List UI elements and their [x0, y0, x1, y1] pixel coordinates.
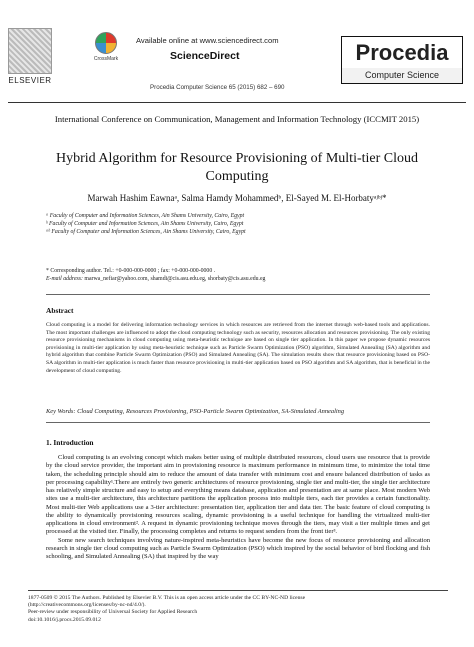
- paper-title: Hybrid Algorithm for Resource Provisioning of Multi-tier Cloud Computing: [55, 151, 419, 184]
- crossmark-label: CrossMark: [93, 56, 119, 62]
- license-statement: 1877-0509 © 2015 The Authors. Published by Elsevier B.V. This is an open access article under the CC BY-NC-ND license: [28, 595, 306, 601]
- introduction-paragraph-1: Cloud computing is an evolving concept which makes better using of multiple distributed resources, cloud users use resource that is provide by the cloud service provider, the important aim in provisioning resource is maximum performance in minimum time, to minimize the total time taken, the scheduling principle should aim to reduce the amount of data transfer with minimum cost and ensure balanced distribution of tasks as per processing capability¹.There are entirely two generic architectures of resource provisioning, single tier and multi-tier, the single tier architecture has relatively simple structure and easy to setup and everything means database, application and presentation are at same place. Most modern Web sites use a multi-tier architecture, this architecture partitions the application process into multiple tiers, each tier provides a certain functionality. Most multi-tier Web applications use a 3-tier architecture: presentation tier, application tier and data tier. The basic feature of cloud computing is the ability to dynamically provisioning resources scaling, dynamic provisioning is a useful technique for handling the virtualized multi-tier applications in cloud environment². A request in dynamic provisioning technique moves through the tiers, may visit a tier multiple times and get processed at the visited tier. Finally, the processing completes and returns to request senders from the front tier³.: [46, 454, 430, 536]
- email-list: marwa_nefiar@yahoo.com, shamdi@cis.asu.edu.eg, shorbaty@cis.asu.edu.eg: [82, 276, 266, 282]
- affiliation-a: ᵃ Faculty of Computer and Information Sciences, Ain Shams University, Cairo, Egypt: [46, 213, 245, 219]
- affiliation-b: ᵇ Faculty of Computer and Information Sciences, Ain Shams University, Cairo, Egypt: [46, 221, 244, 227]
- elsevier-wordmark: ELSEVIER: [8, 76, 52, 85]
- abstract-heading: Abstract: [46, 306, 74, 315]
- license-url[interactable]: (http://creativecommons.org/licenses/by-nc-nd/4.0/).: [28, 602, 146, 609]
- affiliation-ab: ᵃᵇ Faculty of Computer and Information Sciences, Ain Shams University, Cairo, Egypt: [46, 229, 246, 235]
- sciencedirect-brand: ScienceDirect: [170, 50, 240, 62]
- sciencedirect-link[interactable]: www.sciencedirect.com: [199, 36, 279, 45]
- available-online-prefix: Available online at: [136, 36, 200, 45]
- crossmark-icon: [95, 32, 117, 54]
- abstract-top-rule: [46, 294, 430, 295]
- footer-rule: [28, 590, 448, 591]
- email-addresses: [46, 276, 265, 282]
- procedia-logo: [341, 36, 463, 84]
- procedia-subtitle: Computer Science: [342, 68, 462, 83]
- elsevier-logo: [6, 28, 54, 90]
- peer-review-statement: Peer-review under responsibility of Universal Society for Applied Research: [28, 609, 198, 616]
- crossmark-badge[interactable]: [92, 32, 120, 68]
- keywords: Key Words: Cloud Computing, Resources Provisioning, PSO-Particle Swarm Optimization, SA-Simulated Annealing: [46, 408, 345, 415]
- abstract-bottom-rule: [46, 422, 430, 423]
- procedia-name: Procedia: [355, 40, 449, 65]
- abstract-body: Cloud computing is a model for delivering information technology services in which resources are retrieved from the internet through web-based tools and applications. The most important challenges are influenced to adopt the cloud computing technology such as security, resources allocation and resources provisioning. The only existing resource provisioning mechanisms in cloud computing using meta-heuristic technique are based on single tier application. In this paper we propose dynamic resources provisioning in multi-tier application by using meta-heuristic technique such as Particle Swarm Optimization (PSO) algorithm, Simulated Annealing (SA) algorithm and hybrid algorithm that combine Particle Swarm Optimization (PSO) and Simulated Annealing (SA). The simulation results show that resource provisioning based on PSO-SA algorithm in multi-tier application is much faster than resource provisioning in multi-tier application based on PSO algorithm and SA algorithm, that is beneficial in the development of cloud computing.: [46, 322, 430, 374]
- introduction-paragraph-2: Some new search techniques involving nature-inspired meta-heuristics have become the new focus of resource provisioning and allocation research in single tier cloud computing such as Particle Swarm Optimization (PSO) which inspired by the social behavior of bird flocking and fish schooling, and Simulated Annealing (SA) that inspired by the way: [46, 536, 430, 560]
- corresponding-author: * Corresponding author. Tel.: +0-000-000-0000 ; fax: +0-000-000-0000 .: [46, 268, 216, 274]
- introduction-text: [46, 454, 430, 561]
- footer: [28, 595, 448, 624]
- email-label: E-mail address:: [46, 276, 83, 282]
- available-online: [136, 36, 279, 45]
- doi[interactable]: doi:10.1016/j.procs.2015.09.012: [28, 616, 101, 623]
- conference-name: International Conference on Communication, Management and Information Technology (ICCMIT 2015): [54, 114, 420, 124]
- journal-reference: Procedia Computer Science 65 (2015) 682 – 690: [150, 84, 285, 91]
- elsevier-tree-icon: [8, 28, 52, 74]
- section-heading-introduction: 1. Introduction: [46, 438, 94, 447]
- author-list: Marwah Hashim Eawnaᵃ, Salma Hamdy Mohammedᵇ, El-Sayed M. El-Horbatyᵃʲᵇʲ*: [87, 193, 387, 203]
- header-rule: [8, 102, 466, 103]
